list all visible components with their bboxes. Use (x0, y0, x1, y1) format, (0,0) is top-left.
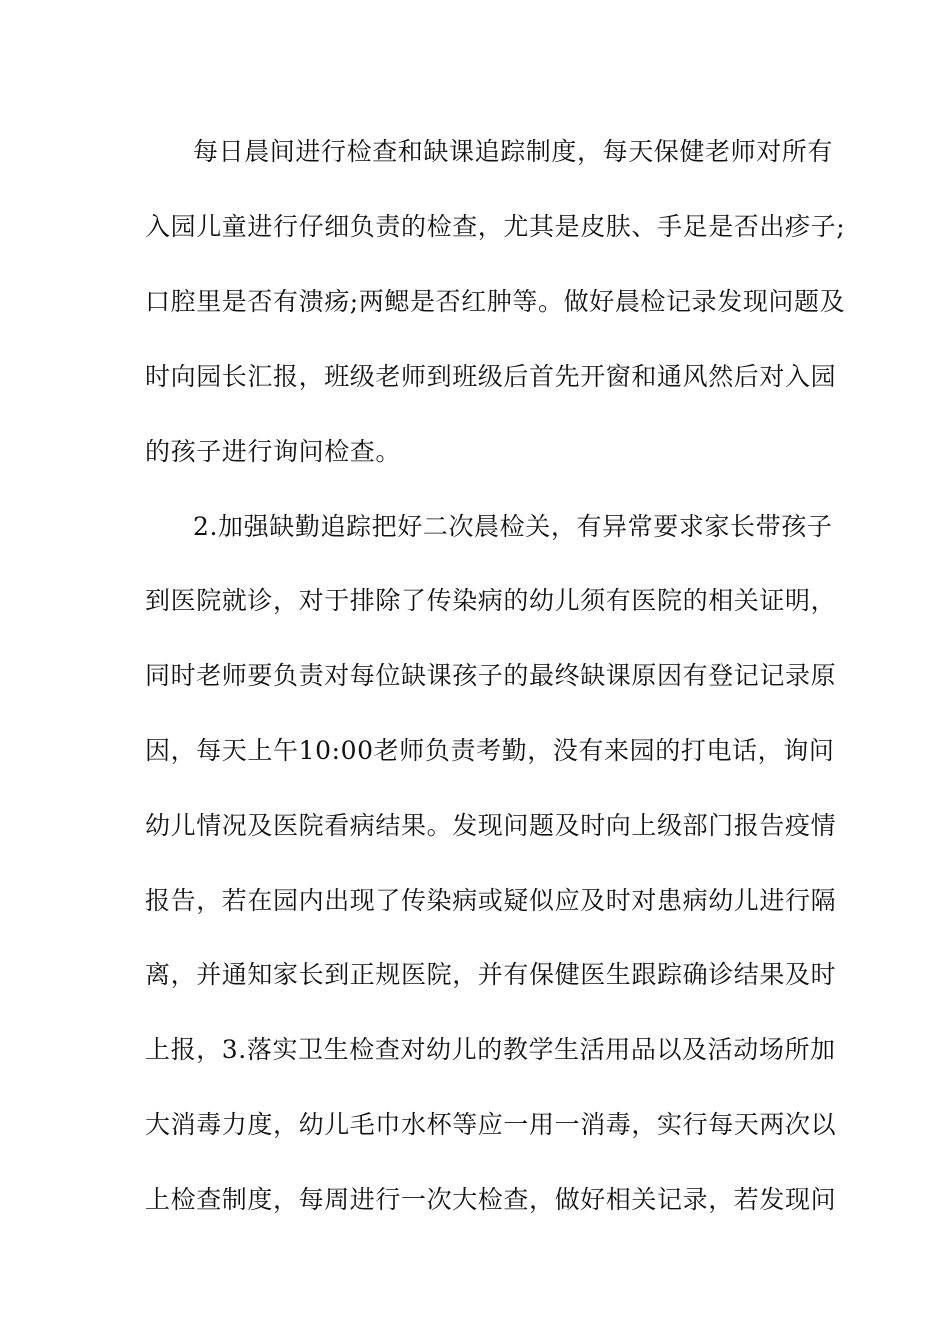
text-line-12: 离，并通知家长到正规医院，并有保健医生跟踪确诊结果及时 (145, 960, 837, 989)
text-line-10: 幼儿情况及医院看病结果。发现问题及时向上级部门报告疫情 (145, 811, 837, 840)
text-line-7: 到医院就诊，对于排除了传染病的幼儿须有医院的相关证明， (145, 586, 837, 615)
text-line-8: 同时老师要负责对每位缺课孩子的最终缺课原因有登记记录原 (145, 661, 837, 690)
text-line-3: 口腔里是否有溃疡;两鳃是否红肿等。做好晨检记录发现问题及 (145, 287, 846, 316)
text-line-5: 的孩子进行询问检查。 (145, 437, 402, 466)
text-line-13: 上报，3.落实卫生检查对幼儿的教学生活用品以及活动场所加 (145, 1035, 836, 1064)
text-line-1: 每日晨间进行检查和缺课追踪制度，每天保健老师对所有 (193, 137, 834, 166)
text-line-6: 2.加强缺勤追踪把好二次晨检关，有异常要求家长带孩子 (193, 512, 833, 541)
text-line-4: 时向园长汇报，班级老师到班级后首先开窗和通风然后对入园 (145, 362, 837, 391)
text-line-14: 大消毒力度，幼儿毛巾水杯等应一用一消毒，实行每天两次以 (145, 1110, 837, 1139)
text-line-9: 因，每天上午10:00老师负责考勤，没有来园的打电话，询问 (145, 736, 835, 765)
text-line-11: 报告，若在园内出现了传染病或疑似应及时对患病幼儿进行隔 (145, 886, 837, 915)
text-line-15: 上检查制度，每周进行一次大检查，做好相关记录，若发现问 (145, 1185, 837, 1214)
text-line-2: 入园儿童进行仔细负责的检查，尤其是皮肤、手足是否出疹子; (145, 212, 846, 241)
